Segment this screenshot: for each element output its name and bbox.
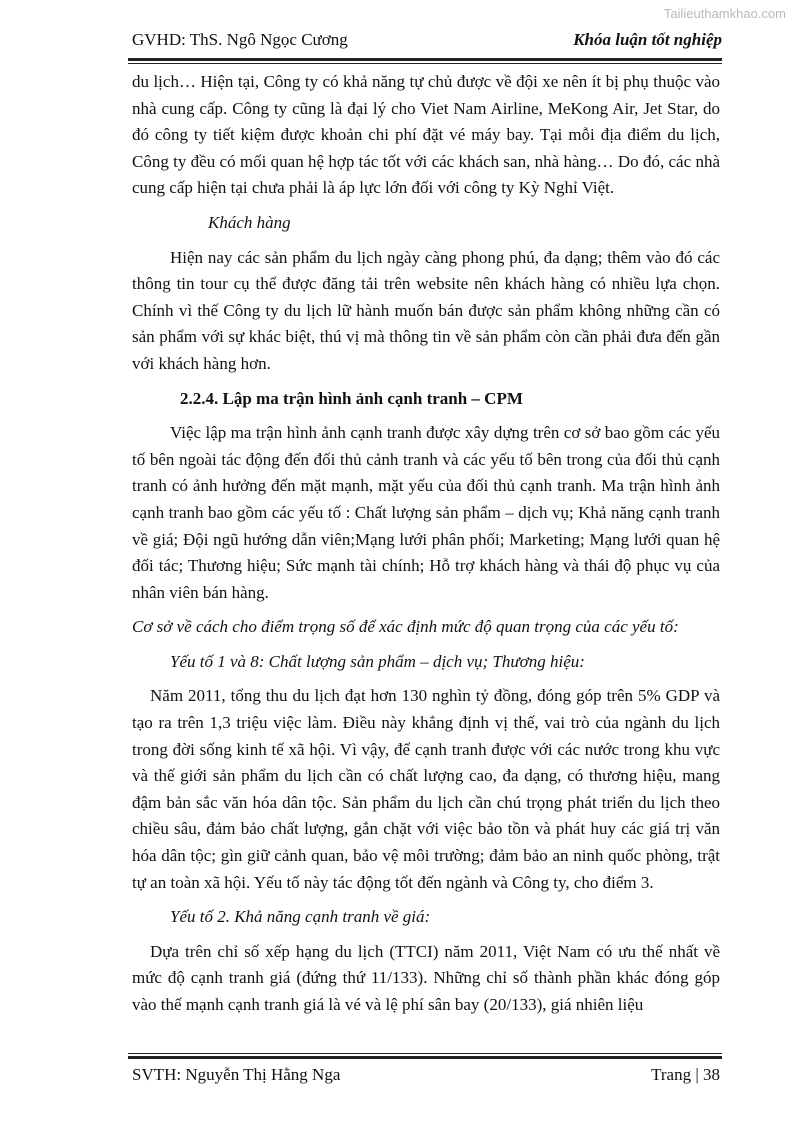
factor1-heading: Yếu tố 1 và 8: Chất lượng sản phẩm – dịch vụ; Thương hiệu: <box>170 651 585 671</box>
factor2-heading: Yếu tố 2. Khả năng cạnh tranh về giá: <box>170 907 431 927</box>
page-body <box>132 69 720 1019</box>
heading-customers: Khách hàng <box>208 212 291 232</box>
header-rule <box>128 58 722 64</box>
paragraph-customers: Hiện nay các sản phẩm du lịch ngày càng phong phú, đa dạng; thêm vào đó các thông tin tour cụ thể được đăng tải trên website nên khách hàng có nhiều lựa chọn. Chính vì thế Công ty du lịch lữ hành muốn bán được sản phẩm không những cần có sản phẩm với sự khác biệt, thú vị mà thông tin về sản phẩm còn cần phải đưa đến gần với khách hàng hơn. <box>132 247 720 373</box>
paragraph-cpm-intro: Việc lập ma trận hình ảnh cạnh tranh được xây dựng trên cơ sở bao gồm các yếu tố bên ngoài tác động đến đối thủ cảnh tranh và các yếu tố bên trong của đối thủ cạnh tranh có ảnh hưởng đến mặt mạnh, mặt yếu của đối thủ cạnh tranh. Ma trận hình ảnh cạnh tranh bao gồm các yếu tố : Chất lượng sản phẩm – dịch vụ; Khả năng cạnh tranh về giá; Đội ngũ hướng dẫn viên;Mạng lưới phân phối; Marketing; Mạng lưới quan hệ đối tác; Thương hiệu; Sức mạnh tài chính; Hỗ trợ khách hàng và thái độ phục vụ của nhân viên bán hàng. <box>132 423 720 602</box>
footer-rule <box>128 1053 722 1059</box>
page-number: Trang | 38 <box>651 1065 720 1084</box>
header-advisor: GVHD: ThS. Ngô Ngọc Cương <box>132 30 348 49</box>
paragraph-suppliers: du lịch… Hiện tại, Công ty có khả năng tự chủ được về đội xe nên ít bị phụ thuộc vào nhà cung cấp. Công ty cũng là đại lý cho Viet Nam Airline, MeKong Air, Jet Star, do đó công ty tiết kiệm được khoản chi phí đặt vé máy bay. Tại mỗi địa điểm du lịch, Công ty đều có mối quan hệ hợp tác tốt với các khách san, nhà hàng… Do đó, các nhà cung cấp hiện tại chưa phải là áp lực lớn đối với công ty Kỳ Nghỉ Việt. <box>132 72 720 198</box>
basis-line: Cơ sở về cách cho điểm trọng số để xác định mức độ quan trọng của các yếu tố: <box>132 617 679 637</box>
watermark-text: Tailieuthamkhao.com <box>663 6 786 21</box>
footer-student: SVTH: Nguyễn Thị Hằng Nga <box>132 1065 341 1084</box>
paragraph-factor2: Dựa trên chỉ số xếp hạng du lịch (TTCI) năm 2011, Việt Nam có ưu thế nhất về mức độ cạnh tranh giá (đứng thứ 11/133). Những chỉ số thành phần khác đóng góp vào thế mạnh cạnh tranh giá là vé và lệ phí sân bay (20/133), giá nhiên liệu <box>132 941 720 1014</box>
section-heading-cpm: 2.2.4. Lập ma trận hình ảnh cạnh tranh – CPM <box>180 388 523 408</box>
page-header <box>132 30 722 54</box>
paragraph-factor1: Năm 2011, tổng thu du lịch đạt hơn 130 nghìn tỷ đồng, đóng góp trên 5% GDP và tạo ra trên 1,3 triệu việc làm. Điều này khẳng định vị thế, vai trò của ngành du lịch trong đời sống kinh tế xã hội. Vì vậy, để cạnh tranh được với các nước trong khu vực và thế giới sản phẩm du lịch cần có chất lượng cao, đa dạng, có thương hiệu, mang đậm bản sắc văn hóa dân tộc. Sản phẩm du lịch cần chú trọng phát triển du lịch theo chiều sâu, đảm bảo chất lượng, gắn chặt với việc bảo tồn và phát huy các giá trị văn hóa dân tộc; gìn giữ cảnh quan, bảo vệ môi trường; đảm bảo an ninh quốc phòng, trật tự an toàn xã hội. Yếu tố này tác động tốt đến ngành và Công ty, cho điểm 3. <box>132 686 720 892</box>
header-doc-type: Khóa luận tốt nghiệp <box>573 30 722 49</box>
